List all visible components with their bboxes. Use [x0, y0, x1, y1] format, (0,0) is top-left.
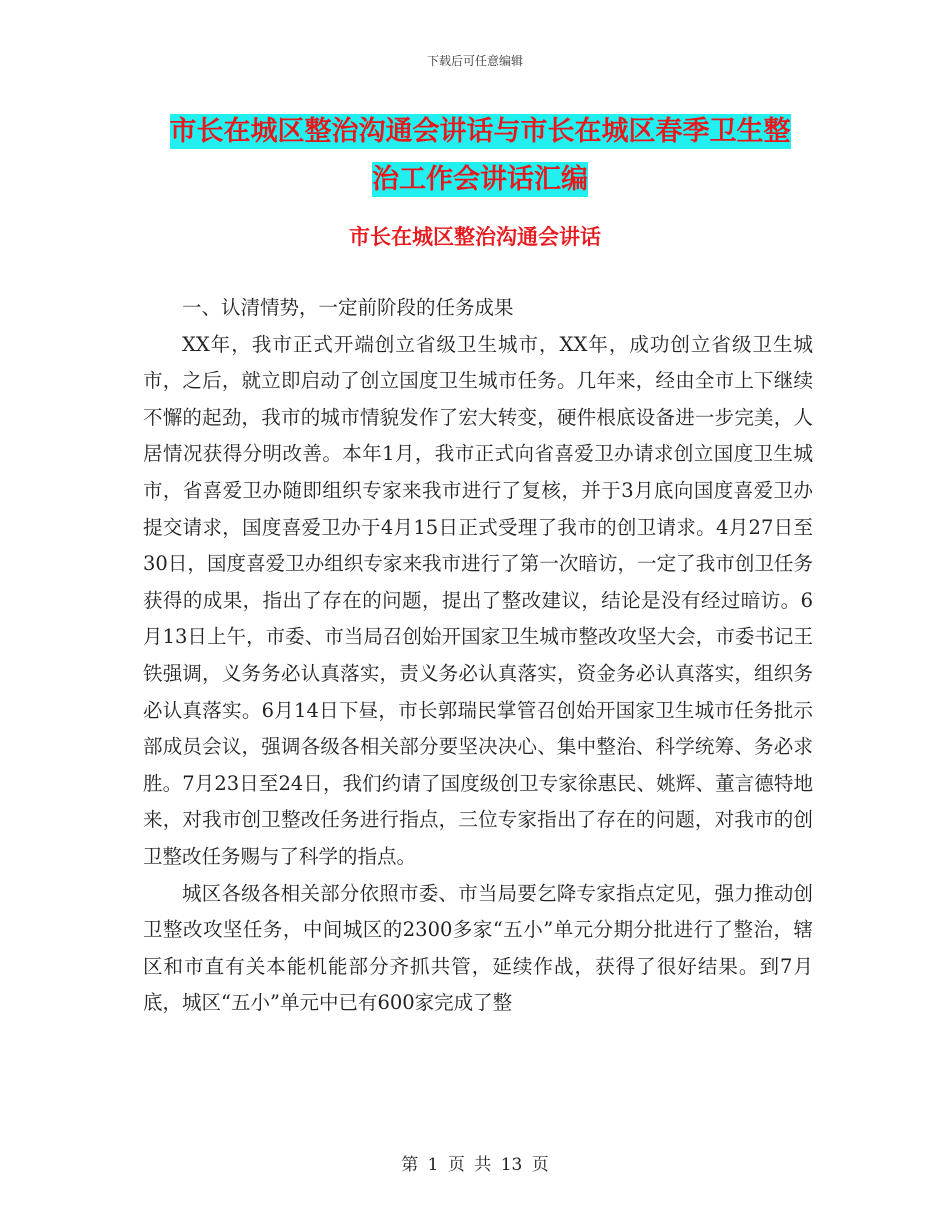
- paragraph: XX年，我市正式开端创立省级卫生城市，XX年，成功创立省级卫生城市，之后，就立即启动了创立国度卫生城市任务。几年来，经由全市上下继续不懈的起劲，我市的城市情貌发作了宏大转变，硬件根底设备进一步完美，人居情况获得分明改善。本年1月，我市正式向省喜爱卫办请求创立国度卫生城市，省喜爱卫办随即组织专家来我市进行了复核，并于3月底向国度喜爱卫办提交请求，国度喜爱卫办于4月15日正式受理了我市的创卫请求。4月27日至30日，国度喜爱卫办组织专家来我市进行了第一次暗访，一定了我市创卫任务获得的成果，指出了存在的问题，提出了整改建议，结论是没有经过暗访。6月13日上午，市委、市当局召创始开国家卫生城市整改攻坚大会，市委书记王铁强调，义务务必认真落实，责义务必认真落实，资金务必认真落实，组织务必认真落实。6月14日下昼，市长郭瑞民掌管召创始开国家卫生城市任务批示部成员会议，强调各级各相关部分要坚决决心、集中整治、科学统筹、务必求胜。7月23日至24日，我们约请了国度级创卫专家徐惠民、姚辉、董言德特地来，对我市创卫整改任务进行指点，三位专家指出了存在的问题，对我市的创卫整改任务赐与了科学的指点。: [143, 332, 813, 868]
- main-title-line-2: 治工作会讲话汇编: [372, 164, 588, 195]
- page-number: 第 1 页 共 13 页: [401, 1155, 549, 1175]
- document-body: [143, 290, 813, 1022]
- page-header-note: 下载后可任意编辑: [426, 54, 523, 68]
- main-title-line-1: 市长在城区整治沟通会讲话与市长在城区春季卫生整: [169, 116, 791, 147]
- paragraph: 城区各级各相关部分依照市委、市当局要乞降专家指点定见，强力推动创卫整改攻坚任务，中间城区的2300多家“五小”单元分期分批进行了整治，辖区和市直有关本能机能部分齐抓共管，延续作战，获得了很好结果。到7月底，城区“五小”单元中已有600家完成了整: [143, 881, 813, 1015]
- document-main-title: [140, 108, 820, 204]
- section-heading: 一、认清情势，一定前阶段的任务成果: [182, 296, 514, 319]
- section-title: 市长在城区整治沟通会讲话: [349, 225, 601, 249]
